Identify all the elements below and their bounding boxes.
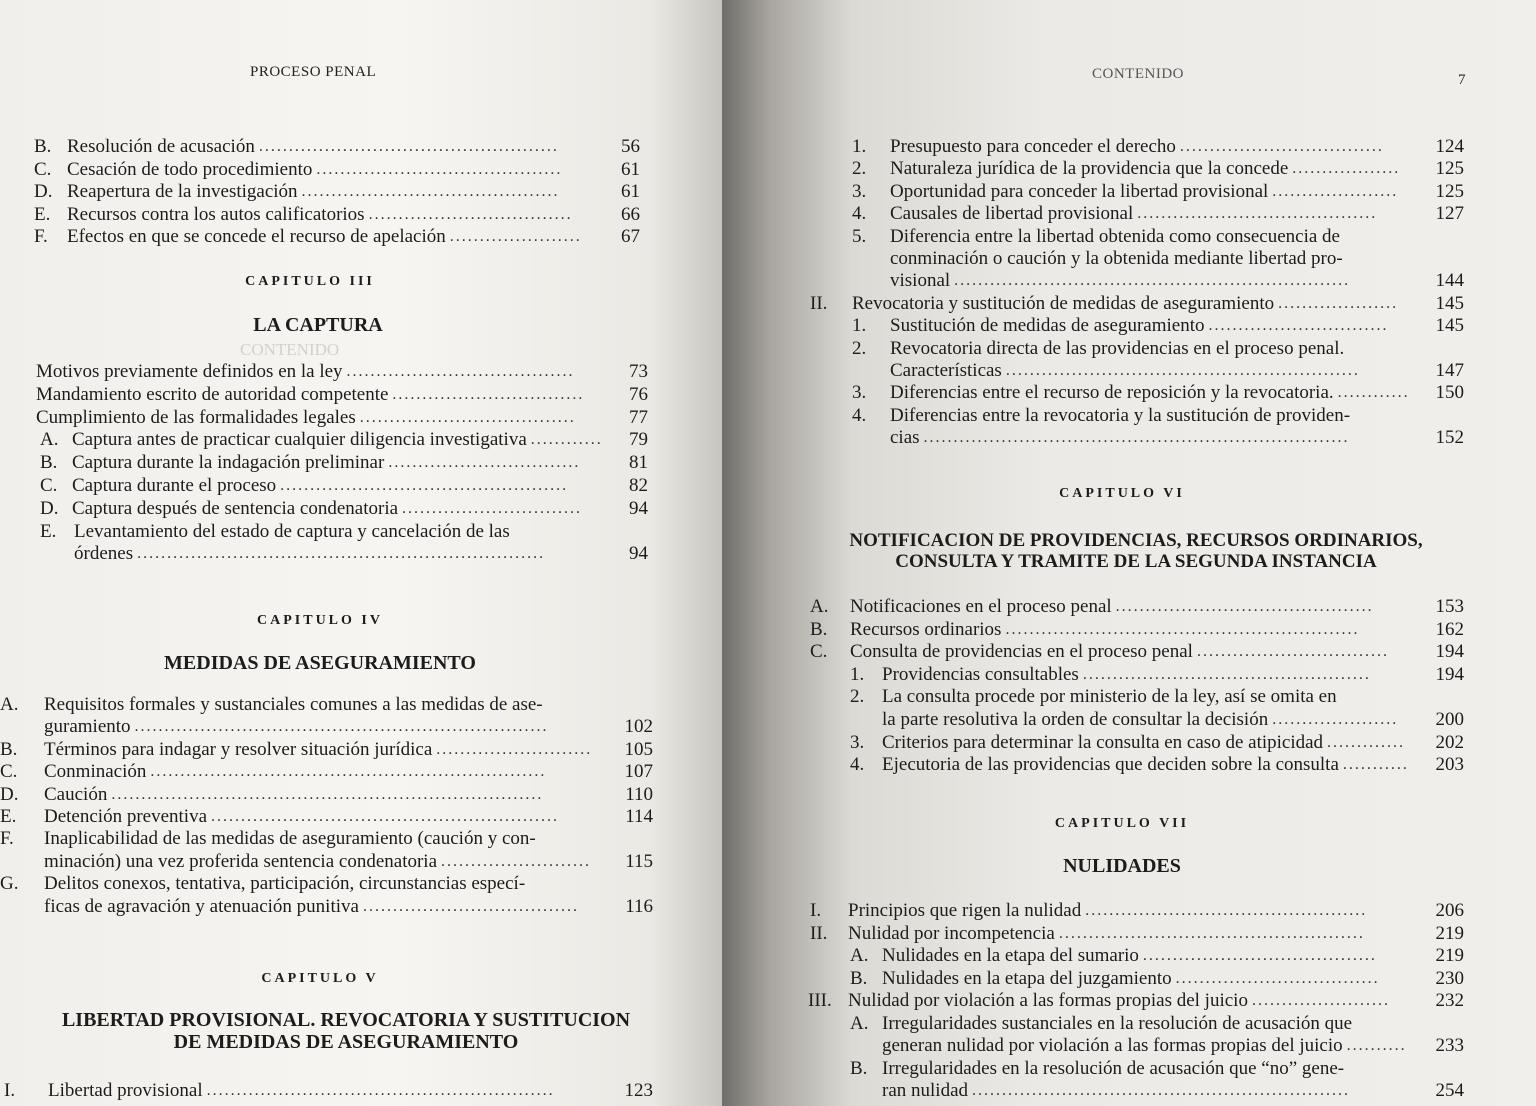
entry-text: Reapertura de la investigación xyxy=(67,181,298,202)
entry-text: Libertad provisional xyxy=(48,1080,203,1101)
entry-page-number: 219 xyxy=(1435,922,1464,944)
entry-letter: F. xyxy=(0,828,14,850)
chapter-title: NOTIFICACION DE PROVIDENCIAS, RECURSOS ORDINARIOS, xyxy=(849,530,1423,551)
entry-page-number: 115 xyxy=(625,850,653,872)
entry-letter: II. xyxy=(810,292,828,314)
dot-leader: .................... xyxy=(1278,294,1399,312)
entry-letter: 4. xyxy=(852,404,867,426)
entry-page-number: 162 xyxy=(1435,618,1464,640)
dot-leader: ........... xyxy=(1342,756,1409,774)
entry-text: generan nulidad por violación a las formas propias del juicio xyxy=(882,1035,1343,1056)
entry-text: Conminación xyxy=(44,761,147,783)
dot-leader: ................................ xyxy=(1196,643,1389,661)
entry-text: Ejecutoria de las providencias que deciden sobre la consulta xyxy=(882,754,1339,776)
entry-page-number: 194 xyxy=(1435,641,1464,663)
entry-page-number: 79 xyxy=(629,429,648,451)
entry-text: Irregularidades en la resolución de acusación que “no” gene- xyxy=(882,1057,1345,1079)
dot-leader: ........................................... xyxy=(1115,598,1374,615)
entry-text: La consulta procede por ministerio de la ley, así se omita en xyxy=(882,686,1337,708)
entry-letter: III. xyxy=(808,990,832,1011)
dot-leader: ................................................... xyxy=(1058,924,1365,942)
chapter-title: LIBERTAD PROVISIONAL. REVOCATORIA Y SUSTITUCION xyxy=(61,1009,631,1031)
dot-leader: ............. xyxy=(1327,733,1406,751)
entry-page-number: 116 xyxy=(625,895,653,917)
entry-page-number: 232 xyxy=(1435,990,1464,1011)
entry-letter: A. xyxy=(810,596,829,617)
entry-text: Consulta de providencias en el proceso penal xyxy=(850,641,1193,663)
entry-text: Recursos ordinarios xyxy=(850,618,1002,640)
entry-page-number: 114 xyxy=(625,806,653,827)
dot-leader: ............................................................... xyxy=(972,1082,1350,1099)
chapter-label: CAPITULO VII xyxy=(1054,816,1190,831)
entry-letter: I. xyxy=(4,1080,16,1101)
entry-text: Revocatoria y sustitución de medidas de aseguramiento xyxy=(852,292,1275,314)
entry-page-number: 206 xyxy=(1435,900,1464,921)
entry-page-number: 233 xyxy=(1435,1035,1464,1056)
entry-letter: E. xyxy=(34,203,51,225)
entry-text: Caución xyxy=(44,783,108,805)
entry-page-number: 124 xyxy=(1435,136,1464,157)
entry-page-number: 61 xyxy=(621,158,640,180)
dot-leader: ..................... xyxy=(1272,711,1399,728)
entry-text: Recursos contra los autos calificatorios xyxy=(67,203,365,225)
dot-leader: ....................................................................... xyxy=(923,429,1350,447)
entry-letter: I. xyxy=(810,900,822,921)
entry-text: minación) una vez proferida sentencia condenatoria xyxy=(44,850,438,872)
entry-page-number: 230 xyxy=(1435,967,1464,989)
entry-text: Características xyxy=(890,360,1002,381)
entry-text: Efectos en que se concede el recurso de apelación xyxy=(67,226,446,247)
dot-leader: .................................... xyxy=(362,897,579,915)
entry-letter: 4. xyxy=(852,203,867,225)
entry-text: Notificaciones en el proceso penal xyxy=(850,596,1112,617)
dot-leader: .......................................................... xyxy=(206,1082,555,1099)
entry-page-number: 200 xyxy=(1435,709,1464,730)
dot-leader: ........................................................................ xyxy=(111,785,544,803)
entry-letter: B. xyxy=(40,452,58,474)
right-page xyxy=(722,0,1536,1106)
left-page xyxy=(0,0,722,1106)
entry-text: Nulidades en la etapa del sumario xyxy=(882,945,1139,966)
entry-letter: B. xyxy=(0,738,18,760)
entry-text: Nulidad por incompetencia xyxy=(848,922,1055,944)
entry-text: Providencias consultables xyxy=(882,663,1079,685)
entry-letter: 2. xyxy=(852,158,867,180)
dot-leader: .............................. xyxy=(1208,317,1389,335)
dot-leader: ...................................... xyxy=(346,363,575,380)
chapter-title: CONSULTA Y TRAMITE DE LA SEGUNDA INSTANCIA xyxy=(895,551,1377,572)
entry-text: conminación o caución y la obtenida mediante libertad pro- xyxy=(890,248,1343,269)
dot-leader: ........................................ xyxy=(1137,205,1378,223)
dot-leader: .............................. xyxy=(402,499,583,517)
entry-letter: E. xyxy=(0,806,17,827)
entry-letter: 2. xyxy=(850,686,865,708)
entry-page-number: 94 xyxy=(629,497,648,519)
dot-leader: .................................. xyxy=(1175,969,1380,987)
entry-text: órdenes xyxy=(74,543,134,565)
entry-text: Criterios para determinar la consulta en caso de atipicidad xyxy=(882,731,1324,753)
entry-text: Nulidad por violación a las formas propias del juicio xyxy=(848,990,1248,1011)
entry-page-number: 153 xyxy=(1435,596,1464,617)
entry-letter: 1. xyxy=(852,136,867,157)
entry-page-number: 125 xyxy=(1435,180,1464,202)
dot-leader: ...................... xyxy=(449,228,582,245)
dot-leader: ..................................................................... xyxy=(134,718,549,736)
entry-text: Oportunidad para conceder la libertad provisional xyxy=(890,180,1269,202)
entry-text: guramiento xyxy=(44,716,131,738)
entry-page-number: 56 xyxy=(621,136,640,157)
chapter-title: NULIDADES xyxy=(1063,855,1181,877)
dot-leader: .................................................................. xyxy=(150,763,547,781)
dot-leader: .......................................................... xyxy=(211,808,559,825)
entry-letter: 3. xyxy=(850,731,865,753)
entry-letter: 1. xyxy=(850,663,865,685)
entry-text: Levantamiento del estado de captura y cancelación de las xyxy=(74,520,510,542)
entry-letter: B. xyxy=(34,136,52,157)
entry-page-number: 152 xyxy=(1435,427,1464,449)
entry-text: Resolución de acusación xyxy=(67,136,255,157)
running-head: CONTENIDO xyxy=(1092,66,1184,82)
entry-text: ran nulidad xyxy=(882,1080,969,1101)
page-number: 7 xyxy=(1458,72,1466,88)
entry-page-number: 61 xyxy=(621,181,640,202)
dot-leader: ................................ xyxy=(392,385,585,403)
entry-text: Captura antes de practicar cualquier diligencia investigativa xyxy=(72,429,527,451)
chapter-label: CAPITULO IV xyxy=(257,613,383,628)
entry-letter: 4. xyxy=(850,754,865,776)
entry-page-number: 145 xyxy=(1435,315,1464,337)
entry-text: Inaplicabilidad de las medidas de aseguramiento (caución y con- xyxy=(44,828,536,850)
dot-leader: .................................................. xyxy=(258,138,559,155)
dot-leader: .................................................................... xyxy=(137,545,546,563)
entry-text: Mandamiento escrito de autoridad competente xyxy=(36,383,389,405)
entry-page-number: 202 xyxy=(1435,731,1464,753)
entry-text: Términos para indagar y resolver situación jurídica xyxy=(44,738,433,760)
entry-letter: A. xyxy=(40,429,59,451)
entry-text: Detención preventiva xyxy=(44,806,208,827)
dot-leader: .................................... xyxy=(359,408,576,426)
dot-leader: ........................................................... xyxy=(1005,620,1360,638)
entry-text: Principios que rigen la nulidad xyxy=(848,900,1082,921)
entry-letter: D. xyxy=(34,181,53,202)
entry-page-number: 110 xyxy=(625,783,653,805)
entry-text: Presupuesto para conceder el derecho xyxy=(890,136,1176,157)
entry-text: Requisitos formales y sustanciales comunes a las medidas de ase- xyxy=(44,694,543,715)
entry-text: Diferencias entre la revocatoria y la sustitución de providen- xyxy=(890,404,1351,426)
entry-page-number: 127 xyxy=(1435,203,1464,225)
dot-leader: ................................................ xyxy=(280,477,569,494)
dot-leader: ..................... xyxy=(1272,182,1399,200)
entry-text: Irregularidades sustanciales en la resolución de acusación que xyxy=(882,1012,1353,1034)
chapter-label: CAPITULO V xyxy=(261,971,379,986)
entry-letter: C. xyxy=(810,641,828,663)
entry-letter: 1. xyxy=(852,315,867,337)
dot-leader: ........................................... xyxy=(301,183,560,200)
dot-leader: ......................... xyxy=(441,852,591,870)
dot-leader: ............................................... xyxy=(1085,902,1368,919)
entry-page-number: 123 xyxy=(624,1080,653,1101)
entry-text: Captura durante la indagación preliminar xyxy=(72,452,385,474)
entry-text: Captura durante el proceso xyxy=(72,475,277,496)
dot-leader: ............ xyxy=(530,431,603,449)
entry-page-number: 150 xyxy=(1435,382,1464,404)
bleed-through-text: CONTENIDO xyxy=(240,340,340,359)
entry-letter: 3. xyxy=(852,180,867,202)
entry-letter: B. xyxy=(850,967,868,989)
entry-text: la parte resolutiva la orden de consultar la decisión xyxy=(882,709,1269,730)
entry-text: Diferencias entre el recurso de reposición y la revocatoria. xyxy=(890,382,1334,404)
entry-page-number: 219 xyxy=(1435,945,1464,966)
entry-letter: D. xyxy=(0,783,19,805)
chapter-label: CAPITULO III xyxy=(245,274,375,289)
dot-leader: ....................... xyxy=(1251,992,1390,1009)
dot-leader: .................................. xyxy=(368,205,573,223)
entry-letter: A. xyxy=(850,945,869,966)
entry-page-number: 105 xyxy=(624,738,653,760)
entry-text: visional xyxy=(890,270,951,292)
entry-page-number: 144 xyxy=(1435,270,1464,292)
dot-leader: ................................................ xyxy=(1082,665,1371,683)
entry-text: Sustitución de medidas de aseguramiento xyxy=(890,315,1205,337)
dot-leader: .......... xyxy=(1346,1037,1407,1054)
entry-text: Nulidades en la etapa del juzgamiento xyxy=(882,967,1172,989)
dot-leader: .................................................................. xyxy=(954,272,1351,290)
entry-letter: II. xyxy=(810,922,828,944)
entry-page-number: 254 xyxy=(1435,1080,1464,1101)
entry-letter: D. xyxy=(40,497,59,519)
entry-text: ficas de agravación y atenuación punitiva xyxy=(44,895,359,917)
entry-page-number: 102 xyxy=(624,716,653,738)
chapter-title: MEDIDAS DE ASEGURAMIENTO xyxy=(164,652,476,674)
entry-letter: B. xyxy=(850,1057,868,1079)
entry-page-number: 81 xyxy=(629,452,648,474)
dot-leader: ....................................... xyxy=(1142,947,1377,964)
entry-letter: F. xyxy=(34,226,48,247)
entry-letter: A. xyxy=(850,1012,869,1034)
entry-text: cias xyxy=(890,427,920,449)
running-head: PROCESO PENAL xyxy=(250,64,377,80)
entry-letter: A. xyxy=(0,694,19,715)
entry-text: Motivos previamente definidos en la ley xyxy=(36,361,343,382)
entry-text: Delitos conexos, tentativa, participación, circunstancias especí- xyxy=(44,873,526,895)
entry-page-number: 145 xyxy=(1435,292,1464,314)
entry-page-number: 147 xyxy=(1435,360,1464,381)
chapter-title: LA CAPTURA xyxy=(253,314,383,336)
dot-leader: ......................................... xyxy=(316,160,563,178)
chapter-title: DE MEDIDAS DE ASEGURAMIENTO xyxy=(173,1031,519,1053)
entry-page-number: 203 xyxy=(1435,754,1464,776)
entry-page-number: 66 xyxy=(621,203,640,225)
entry-letter: E. xyxy=(40,520,57,542)
entry-letter: 3. xyxy=(852,382,867,404)
entry-text: Causales de libertad provisional xyxy=(890,203,1134,225)
dot-leader: .................. xyxy=(1292,160,1401,178)
entry-page-number: 82 xyxy=(629,475,648,496)
entry-page-number: 94 xyxy=(629,543,648,565)
entry-letter: 2. xyxy=(852,337,867,359)
dot-leader: .......................... xyxy=(436,740,593,758)
dot-leader: ................................ xyxy=(388,454,581,472)
chapter-label: CAPITULO VI xyxy=(1059,486,1185,501)
entry-letter: G. xyxy=(0,873,19,895)
entry-page-number: 73 xyxy=(629,361,648,382)
entry-letter: C. xyxy=(0,761,18,783)
entry-page-number: 77 xyxy=(629,406,648,428)
entry-letter: C. xyxy=(34,158,52,180)
dot-leader: ........................................................... xyxy=(1005,362,1360,379)
entry-page-number: 67 xyxy=(621,226,640,247)
entry-page-number: 125 xyxy=(1435,158,1464,180)
entry-letter: 5. xyxy=(852,225,867,247)
entry-page-number: 194 xyxy=(1435,663,1464,685)
entry-text: Revocatoria directa de las providencias en el proceso penal. xyxy=(890,337,1345,359)
dot-leader: ............ xyxy=(1337,384,1410,402)
entry-page-number: 76 xyxy=(629,383,648,405)
entry-text: Cesación de todo procedimiento xyxy=(67,158,313,180)
entry-text: Cumplimiento de las formalidades legales xyxy=(36,406,356,428)
entry-letter: B. xyxy=(810,618,828,640)
entry-text: Captura después de sentencia condenatoria xyxy=(72,497,399,519)
entry-text: Naturaleza jurídica de la providencia que la concede xyxy=(890,158,1289,180)
entry-page-number: 107 xyxy=(624,761,653,783)
dot-leader: .................................. xyxy=(1179,138,1384,155)
entry-letter: C. xyxy=(40,475,58,496)
entry-text: Diferencia entre la libertad obtenida como consecuencia de xyxy=(890,225,1340,247)
